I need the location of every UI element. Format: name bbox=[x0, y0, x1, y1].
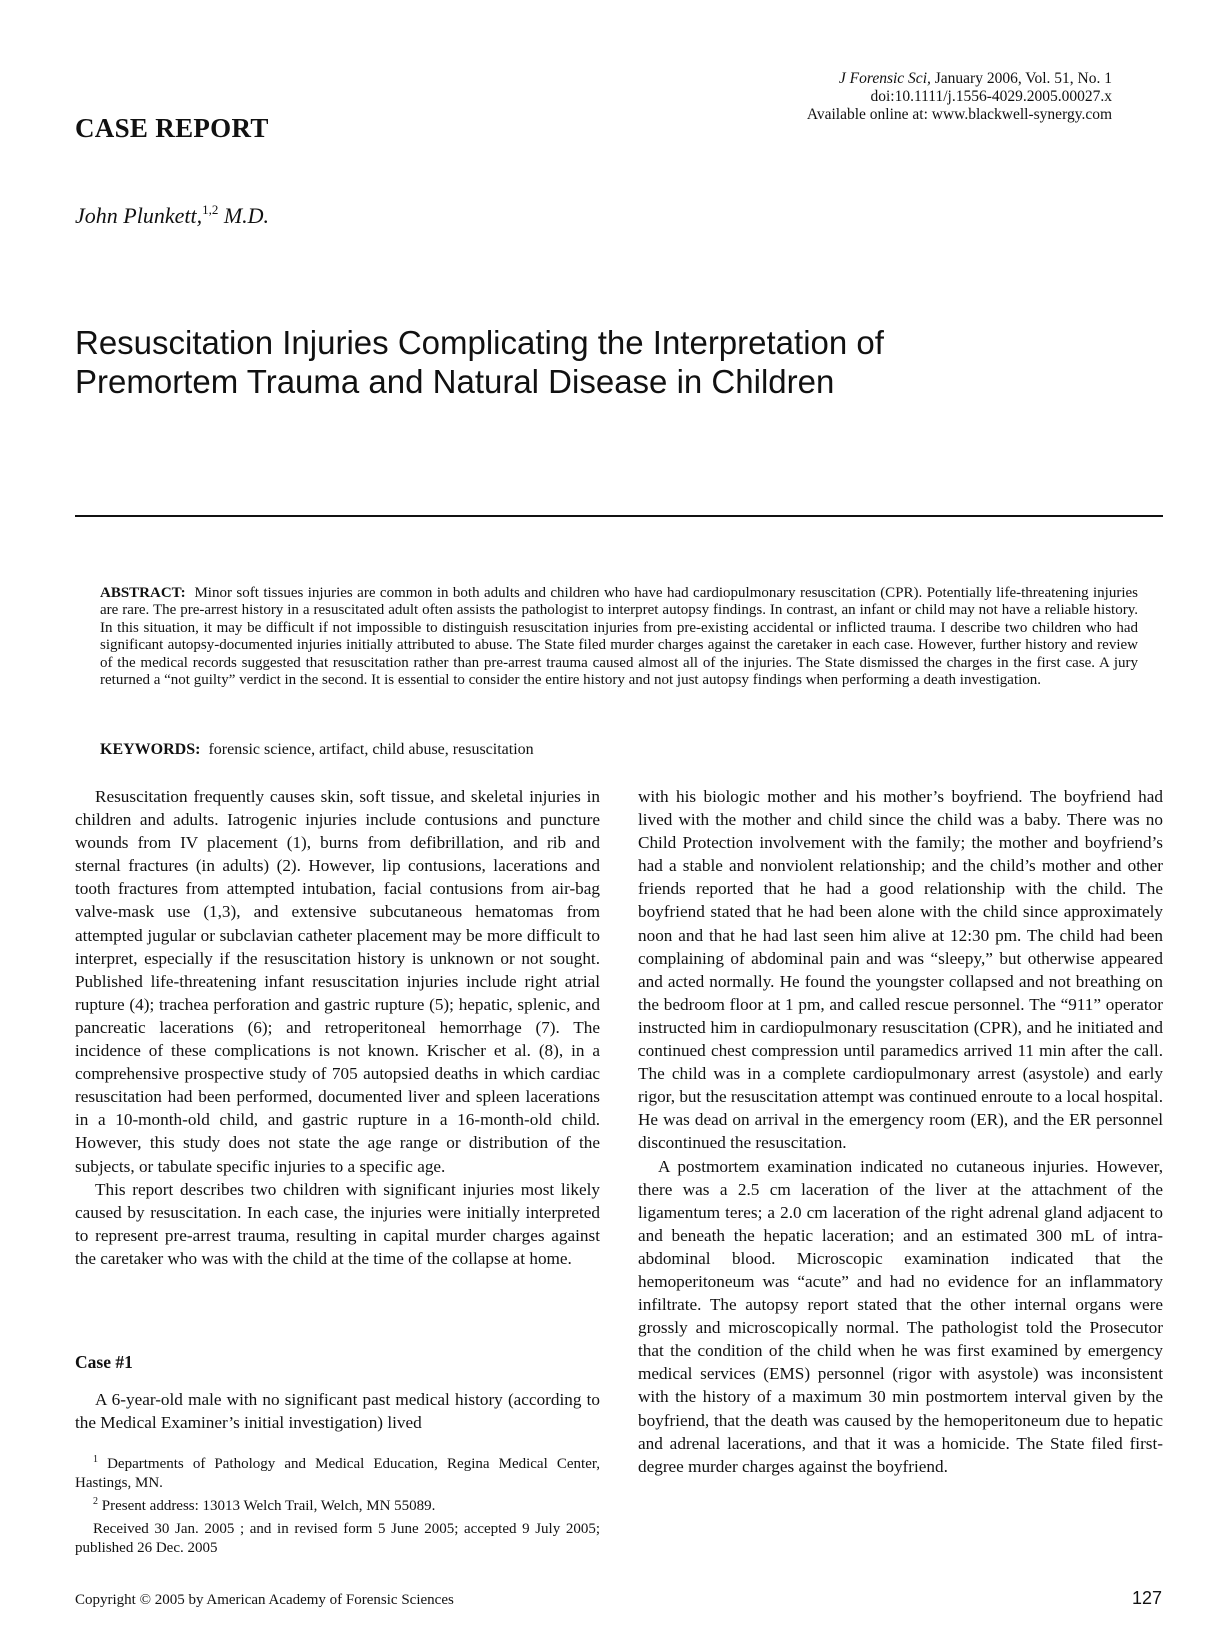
case-1-paragraph: A 6-year-old male with no significant past medical history (according to the Medical Examiner’s initial investigation) lived bbox=[75, 1390, 600, 1433]
case-1-heading: Case #1 bbox=[75, 1352, 133, 1372]
journal-issue: January 2006, Vol. 51, No. 1 bbox=[930, 70, 1112, 87]
footnote-1-mark: 1 bbox=[93, 1454, 98, 1465]
keywords-label: KEYWORDS: bbox=[100, 741, 201, 758]
author-affiliation-marks: 1,2 bbox=[202, 202, 219, 217]
footnote-1: $^1$ Departments of Pathology and Medical Education, Regina Medical Center, Hastings, MN. bbox=[75, 1454, 600, 1491]
page-number: 127 bbox=[1131, 1588, 1162, 1608]
footnote-2: $^2$ Present address: 13013 Welch Trail, Welch, MN 55089. bbox=[93, 1496, 436, 1514]
journal-citation bbox=[807, 70, 1112, 124]
journal-issue-line bbox=[807, 70, 1112, 88]
footnote-2-mark: 2 bbox=[93, 1496, 98, 1507]
intro-paragraph-2: This report describes two children with significant injuries most likely caused by resuscitation. In each case, the injuries were initially interpreted to represent pre-arrest trauma, resulting in capital murder charges against the caretaker who was with the child at the time of the collapse at home. bbox=[75, 1179, 600, 1268]
abstract-label: ABSTRACT: bbox=[100, 585, 186, 601]
title-divider bbox=[75, 515, 1163, 517]
footnotes bbox=[75, 1455, 600, 1562]
keywords bbox=[100, 741, 534, 759]
intro-paragraph-1: Resuscitation frequently causes skin, soft tissue, and skeletal injuries in children and adults. Iatrogenic injuries include contusions and puncture wounds from IV placement (1), burns from defibrillation, and rib and sternal fractures (in adults) (2). However, lip contusions, lacerations and tooth fractures from attempted intubation, facial contusions from air-bag valve-mask use (1,3), and extensive subcutaneous hematomas from attempted jugular or subclavian catheter placement may be more difficult to interpret, especially if the resuscitation history is unknown or not sought. Published life-threatening infant resuscitation injuries include right atrial rupture (4); trachea perforation and gastric rupture (5); hepatic, splenic, and pancreatic lacerations (6); and retroperitoneal hemorrhage (7). The incidence of these complications is not known. Krischer et al. (8), in a comprehensive prospective study of 705 autopsied deaths in which cardiac resuscitation had been performed, documented liver and spleen lacerations in a 10-month-old child, and gastric rupture in a 16-month-old child. However, this study does not state the age range or distribution of the subjects, or tabulate specific injuries to a specific age. bbox=[75, 787, 600, 1176]
postmortem-paragraph: A postmortem examination indicated no cutaneous injuries. However, there was a 2.5 cm laceration of the liver at the attachment of the ligamentum teres; a 2.0 cm laceration of the right adrenal gland adjacent to and beneath the hepatic laceration; and an estimated 300 mL of intra-abdominal blood. Microscopic examination indicated that the hemoperitoneum was “acute” and had no evidence for an inflammatory infiltrate. The autopsy report stated that the other internal organs were grossly and microscopically normal. The pathologist told the Prosecutor that the condition of the child when he was first examined by emergency medical services (EMS) personnel (rigor with asystole) was inconsistent with the history of a maximum 30 min postmortem interval given by the boyfriend, that the death was caused by the hemoperitoneum due to hepatic and adrenal lacerations, and that it was a homicide. The State filed first-degree murder charges against the boyfriend. bbox=[638, 1156, 1163, 1476]
doi-line: doi:10.1111/j.1556-4029.2005.00027.x bbox=[870, 88, 1112, 105]
article-title: Resuscitation Injuries Complicating the Interpretation of Premortem Trauma and Natural Disease in Children bbox=[75, 324, 884, 400]
journal-name: J Forensic Sci, bbox=[838, 70, 931, 87]
copyright-notice: Copyright © 2005 by American Academy of Forensic Sciences bbox=[75, 1592, 454, 1608]
keywords-text: forensic science, artifact, child abuse, resuscitation bbox=[208, 741, 534, 758]
online-availability: Available online at: www.blackwell-synergy.com bbox=[806, 106, 1112, 123]
author-name: John Plunkett, bbox=[75, 203, 203, 228]
right-column bbox=[638, 785, 1163, 1478]
author-degree: M.D. bbox=[218, 203, 270, 228]
article-type-label: CASE REPORT bbox=[75, 113, 269, 143]
case-1-continued-paragraph: with his biologic mother and his mother’s boyfriend. The boyfriend had lived with the mother and child since the child was a baby. There was no Child Protection involvement with the family; the mother and boyfriend’s had a stable and nonviolent relationship; and the child’s mother and other friends reported that he had a good relationship with the child. The boyfriend stated that he had been alone with the child since approximately noon and that he had last seen him alive at 12:30 pm. The child had been complaining of abdominal pain and was “sleepy,” but otherwise appeared and acted normally. He found the youngster collapsed and not breathing on the bedroom floor at 1 pm, and called rescue personnel. The “911” operator instructed him in cardiopulmonary resuscitation (CPR), and he initiated and continued chest compression until paramedics arrived 11 min after the call. The child was in a complete cardiopulmonary arrest (asystole) and early rigor, but the resuscitation attempt was continued enroute to a local hospital. He was dead on arrival in the emergency room (ER), and the ER personnel discontinued the resuscitation. bbox=[638, 787, 1163, 1153]
abstract bbox=[100, 585, 1138, 689]
author-line bbox=[75, 203, 269, 229]
received-dates: Received 30 Jan. 2005 ; and in revised form 5 June 2005; accepted 9 July 2005; published 26 Dec. 2005 bbox=[75, 1521, 600, 1556]
left-column bbox=[75, 785, 600, 1325]
abstract-text: Minor soft tissues injuries are common in both adults and children who have had cardiopulmonary resuscitation (CPR). Potentially life-threatening injuries are rare. The pre-arrest history in a resuscitated adult often assists the pathologist to interpret autopsy findings. In contrast, an infant or child may not have a reliable history. In this situation, it may be difficult if not impossible to distinguish resuscitation injuries from pre-existing accidental or inflicted trauma. I describe two children who had significant autopsy-documented injuries initially attributed to abuse. The State filed murder charges against the caretaker in each case. However, further history and review of the medical records suggested that resuscitation rather than pre-arrest trauma caused almost all of the injuries. The State dismissed the charges in the first case. A jury returned a “not guilty” verdict in the second. It is essential to consider the entire history and not just autopsy findings when performing a death investigation. bbox=[100, 585, 1139, 689]
